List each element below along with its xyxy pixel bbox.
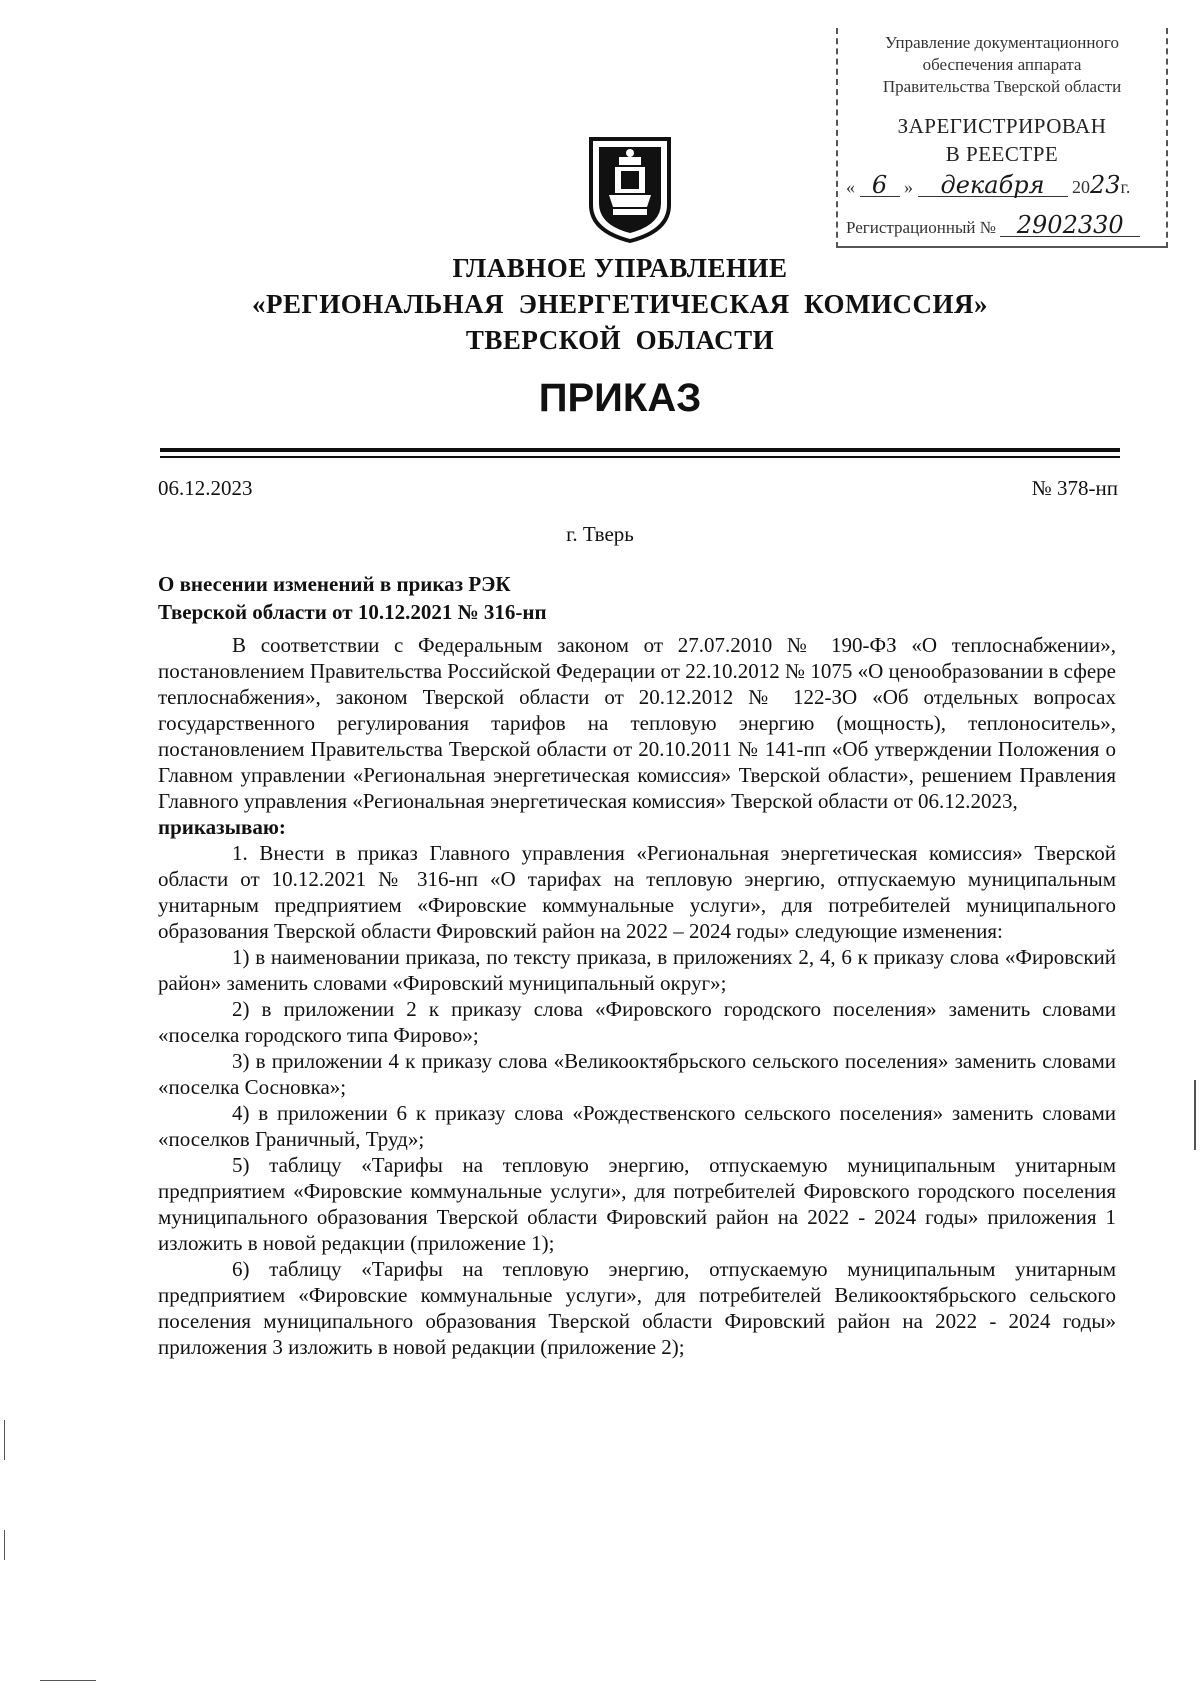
subitem-1-paragraph: 1) в наименовании приказа, по тексту приказа, в приложениях 2, 4, 6 к приказу слова «Фировский район» заменить словами «Фировский муниципальный округ»;: [158, 945, 1116, 995]
subitem-2-paragraph: 2) в приложении 2 к приказу слова «Фировского городского поселения» заменить словами «поселка городского типа Фирово»;: [158, 997, 1116, 1047]
scan-margin-mark: [4, 1420, 5, 1460]
org-line-3: ТВЕРСКОЙ ОБЛАСТИ: [465, 325, 775, 355]
stamp-month: декабря: [918, 174, 1068, 197]
org-line-1: ГЛАВНОЕ УПРАВЛЕНИЕ: [452, 253, 788, 283]
stamp-line-2: обеспечения аппарата: [922, 55, 1082, 74]
stamp-line-3: Правительства Тверской области: [882, 77, 1122, 96]
subitem-3-paragraph: 3) в приложении 4 к приказу слова «Великооктябрьского сельского поселения» заменить словами «поселка Сосновка»;: [158, 1049, 1116, 1099]
stamp-regnum: 2902330: [1000, 214, 1140, 237]
stamp-year-suffix: 23: [1090, 171, 1121, 199]
subject-line-1: О внесении изменений в приказ РЭК: [158, 572, 511, 596]
scan-margin-mark: [4, 1530, 5, 1560]
header-rule-thick: [160, 448, 1120, 452]
header-rule-thin: [160, 456, 1120, 458]
coat-of-arms-icon: [585, 135, 675, 245]
preamble-paragraph: В соответствии с Федеральным законом от 27.07.2010 № 190-ФЗ «О теплоснабжении», постановлением Правительства Российской Федерации от 22.10.2012 № 1075 «О ценообразовании в сфере теплоснабжения», законом Тверской области от 20.12.2012 № 122-ЗО «Об отдельных вопросах государственного регулирования тарифов на тепловую энергию (мощность), теплоноситель», постановлением Правительства Тверской области от 20.10.2011 № 141-пп «Об утверждении Положения о Главном управлении «Региональная энергетическая комиссия» Тверской области», решением Правления Главного управления «Региональная энергетическая комиссия» Тверской области от 06.12.2023,: [158, 633, 1116, 813]
stamp-date-open: «: [846, 177, 855, 197]
item-1-paragraph: 1. Внести в приказ Главного управления «Региональная энергетическая комиссия» Тверской области от 10.12.2021 № 316-нп «О тарифах на тепловую энергию, отпускаемую муниципальным унитарным предприятием «Фировские коммунальные услуги», для потребителей муниципального образования Тверской области Фировский район на 2022 – 2024 годы» следующие изменения:: [158, 841, 1116, 943]
stamp-date-line: [846, 171, 1156, 199]
order-date: 06.12.2023: [158, 476, 253, 500]
scan-margin-mark: [40, 1680, 96, 1681]
order-subject: [158, 570, 547, 626]
scan-margin-mark: [1194, 1080, 1196, 1150]
stamp-registered-2: В РЕЕСТРЕ: [945, 142, 1059, 166]
stamp-year-end: г.: [1120, 177, 1131, 197]
stamp-date-mid: »: [904, 177, 913, 197]
document-type-title: ПРИКАЗ: [538, 376, 702, 420]
stamp-regnum-line: [846, 211, 1156, 239]
subitem-6-paragraph: 6) таблицу «Тарифы на тепловую энергию, отпускаемую муниципальным унитарным предприятием «Фировские коммунальные услуги», для потребителей Великооктябрьского сельского поселения муниципального образования Тверской области Фировский район на 2022 - 2024 годы» приложения 3 изложить в новой редакции (приложение 2);: [158, 1257, 1116, 1359]
order-number: № 378-нп: [1031, 476, 1118, 500]
registration-stamp: [836, 28, 1168, 248]
subject-line-2: Тверской области от 10.12.2021 № 316-нп: [158, 600, 547, 624]
order-body: [158, 632, 1116, 1360]
org-line-2: «РЕГИОНАЛЬНАЯ ЭНЕРГЕТИЧЕСКАЯ КОМИССИЯ»: [252, 289, 988, 319]
stamp-regnum-label: Регистрационный №: [846, 218, 996, 237]
stamp-day: 6: [860, 174, 900, 197]
order-word: приказываю:: [158, 815, 286, 839]
stamp-year-prefix: 20: [1072, 177, 1090, 197]
subitem-4-paragraph: 4) в приложении 6 к приказу слова «Рождественского сельского поселения» заменить словами «поселков Граничный, Труд»;: [158, 1101, 1116, 1151]
stamp-line-1: Управление документационного: [885, 33, 1119, 52]
organization-name: [150, 250, 1090, 358]
stamp-registered-1: ЗАРЕГИСТРИРОВАН: [897, 114, 1107, 138]
subitem-5-paragraph: 5) таблицу «Тарифы на тепловую энергию, отпускаемую муниципальным унитарным предприятием «Фировские коммунальные услуги», для потребителей Фировского городского поселения муниципального образования Тверской области Фировский район на 2022 - 2024 годы» приложения 1 изложить в новой редакции (приложение 1);: [158, 1153, 1116, 1255]
city: г. Тверь: [566, 522, 634, 546]
